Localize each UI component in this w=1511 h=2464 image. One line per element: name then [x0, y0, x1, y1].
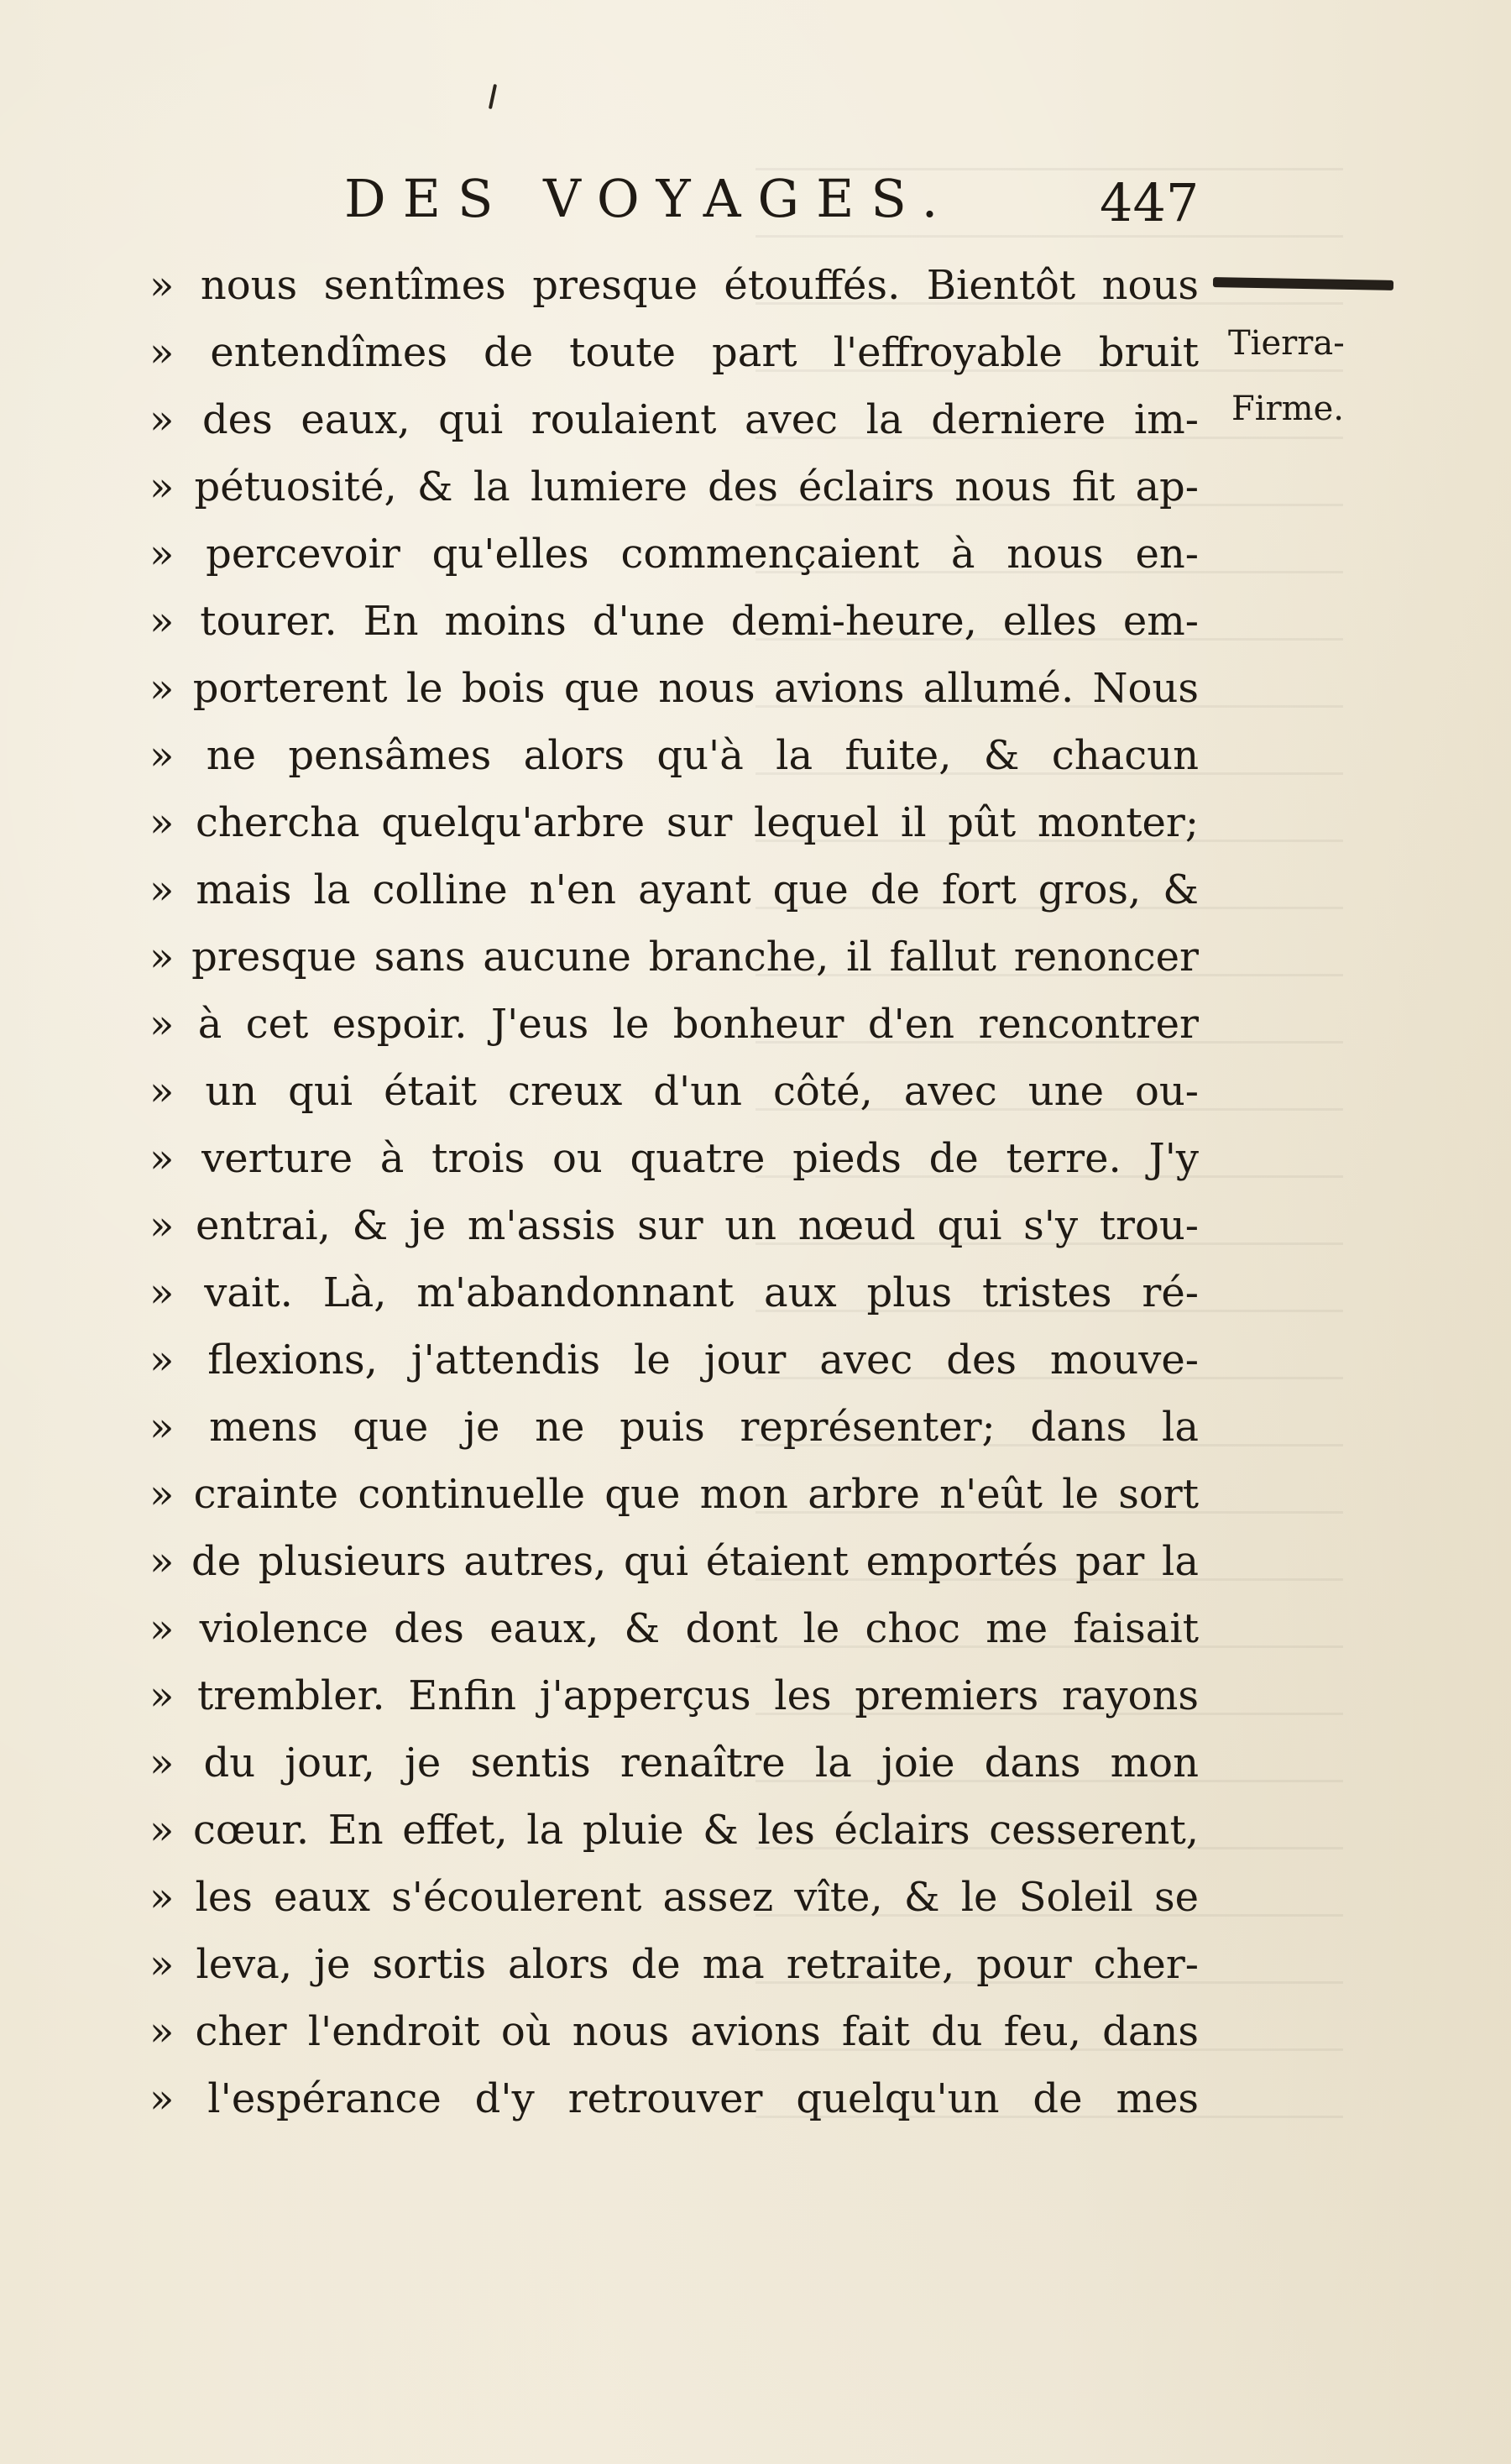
- text-line: » pétuosité, & la lumiere des éclairs nous fit ap-: [149, 463, 1199, 510]
- text-line: » des eaux, qui roulaient avec la derniere im-: [149, 396, 1199, 443]
- text-line: » un qui était creux d'un côté, avec une ou-: [149, 1068, 1199, 1115]
- body-text: [149, 252, 1199, 2132]
- text-line: » porterent le bois que nous avions allumé. Nous: [149, 665, 1199, 712]
- text-line: » verture à trois ou quatre pieds de terre. J'y: [149, 1135, 1199, 1182]
- text-line: » leva, je sortis alors de ma retraite, pour cher-: [149, 1941, 1199, 1988]
- text-line: » du jour, je sentis renaître la joie dans mon: [149, 1739, 1199, 1787]
- text-line: » crainte continuelle que mon arbre n'eût le sort: [149, 1471, 1199, 1518]
- marginal-note-line: Tierra-: [1228, 324, 1345, 363]
- marginal-note: [1228, 311, 1371, 442]
- ink-mark: [489, 84, 497, 109]
- text-line: » mais la colline n'en ayant que de fort gros, &: [149, 866, 1199, 913]
- text-line: » ne pensâmes alors qu'à la fuite, & chacun: [149, 732, 1199, 779]
- text-line: » tourer. En moins d'une demi-heure, elles em-: [149, 598, 1199, 645]
- text-line: » flexions, j'attendis le jour avec des mouve-: [149, 1337, 1199, 1384]
- text-line: » trembler. Enfin j'apperçus les premiers rayons: [149, 1672, 1199, 1719]
- running-head: DES VOYAGES.: [344, 168, 955, 229]
- text-line: » à cet espoir. J'eus le bonheur d'en rencontrer: [149, 1001, 1199, 1048]
- text-line: » nous sentîmes presque étouffés. Bientôt nous: [149, 262, 1199, 309]
- text-line: » presque sans aucune branche, il fallut renoncer: [149, 934, 1199, 981]
- text-line: » de plusieurs autres, qui étaient emportés par la: [149, 1538, 1199, 1585]
- page-number: 447: [1100, 172, 1200, 233]
- text-line: » cœur. En effet, la pluie & les éclairs cesserent,: [149, 1807, 1199, 1854]
- text-line: » entendîmes de toute part l'effroyable bruit: [149, 329, 1199, 376]
- marginal-note-line: Firme.: [1231, 390, 1344, 428]
- text-line: » percevoir qu'elles commençaient à nous en-: [149, 531, 1199, 578]
- text-line: » mens que je ne puis représenter; dans la: [149, 1404, 1199, 1451]
- text-line: » chercha quelqu'arbre sur lequel il pût monter;: [149, 799, 1199, 846]
- text-line: » cher l'endroit où nous avions fait du feu, dans: [149, 2008, 1199, 2055]
- text-line: » les eaux s'écoulerent assez vîte, & le Soleil se: [149, 1874, 1199, 1921]
- text-line: » violence des eaux, & dont le choc me faisait: [149, 1605, 1199, 1652]
- text-line: » entrai, & je m'assis sur un nœud qui s'y trou-: [149, 1202, 1199, 1249]
- text-line: » l'espérance d'y retrouver quelqu'un de mes: [149, 2075, 1199, 2122]
- text-line: » vait. Là, m'abandonnant aux plus tristes ré-: [149, 1269, 1199, 1316]
